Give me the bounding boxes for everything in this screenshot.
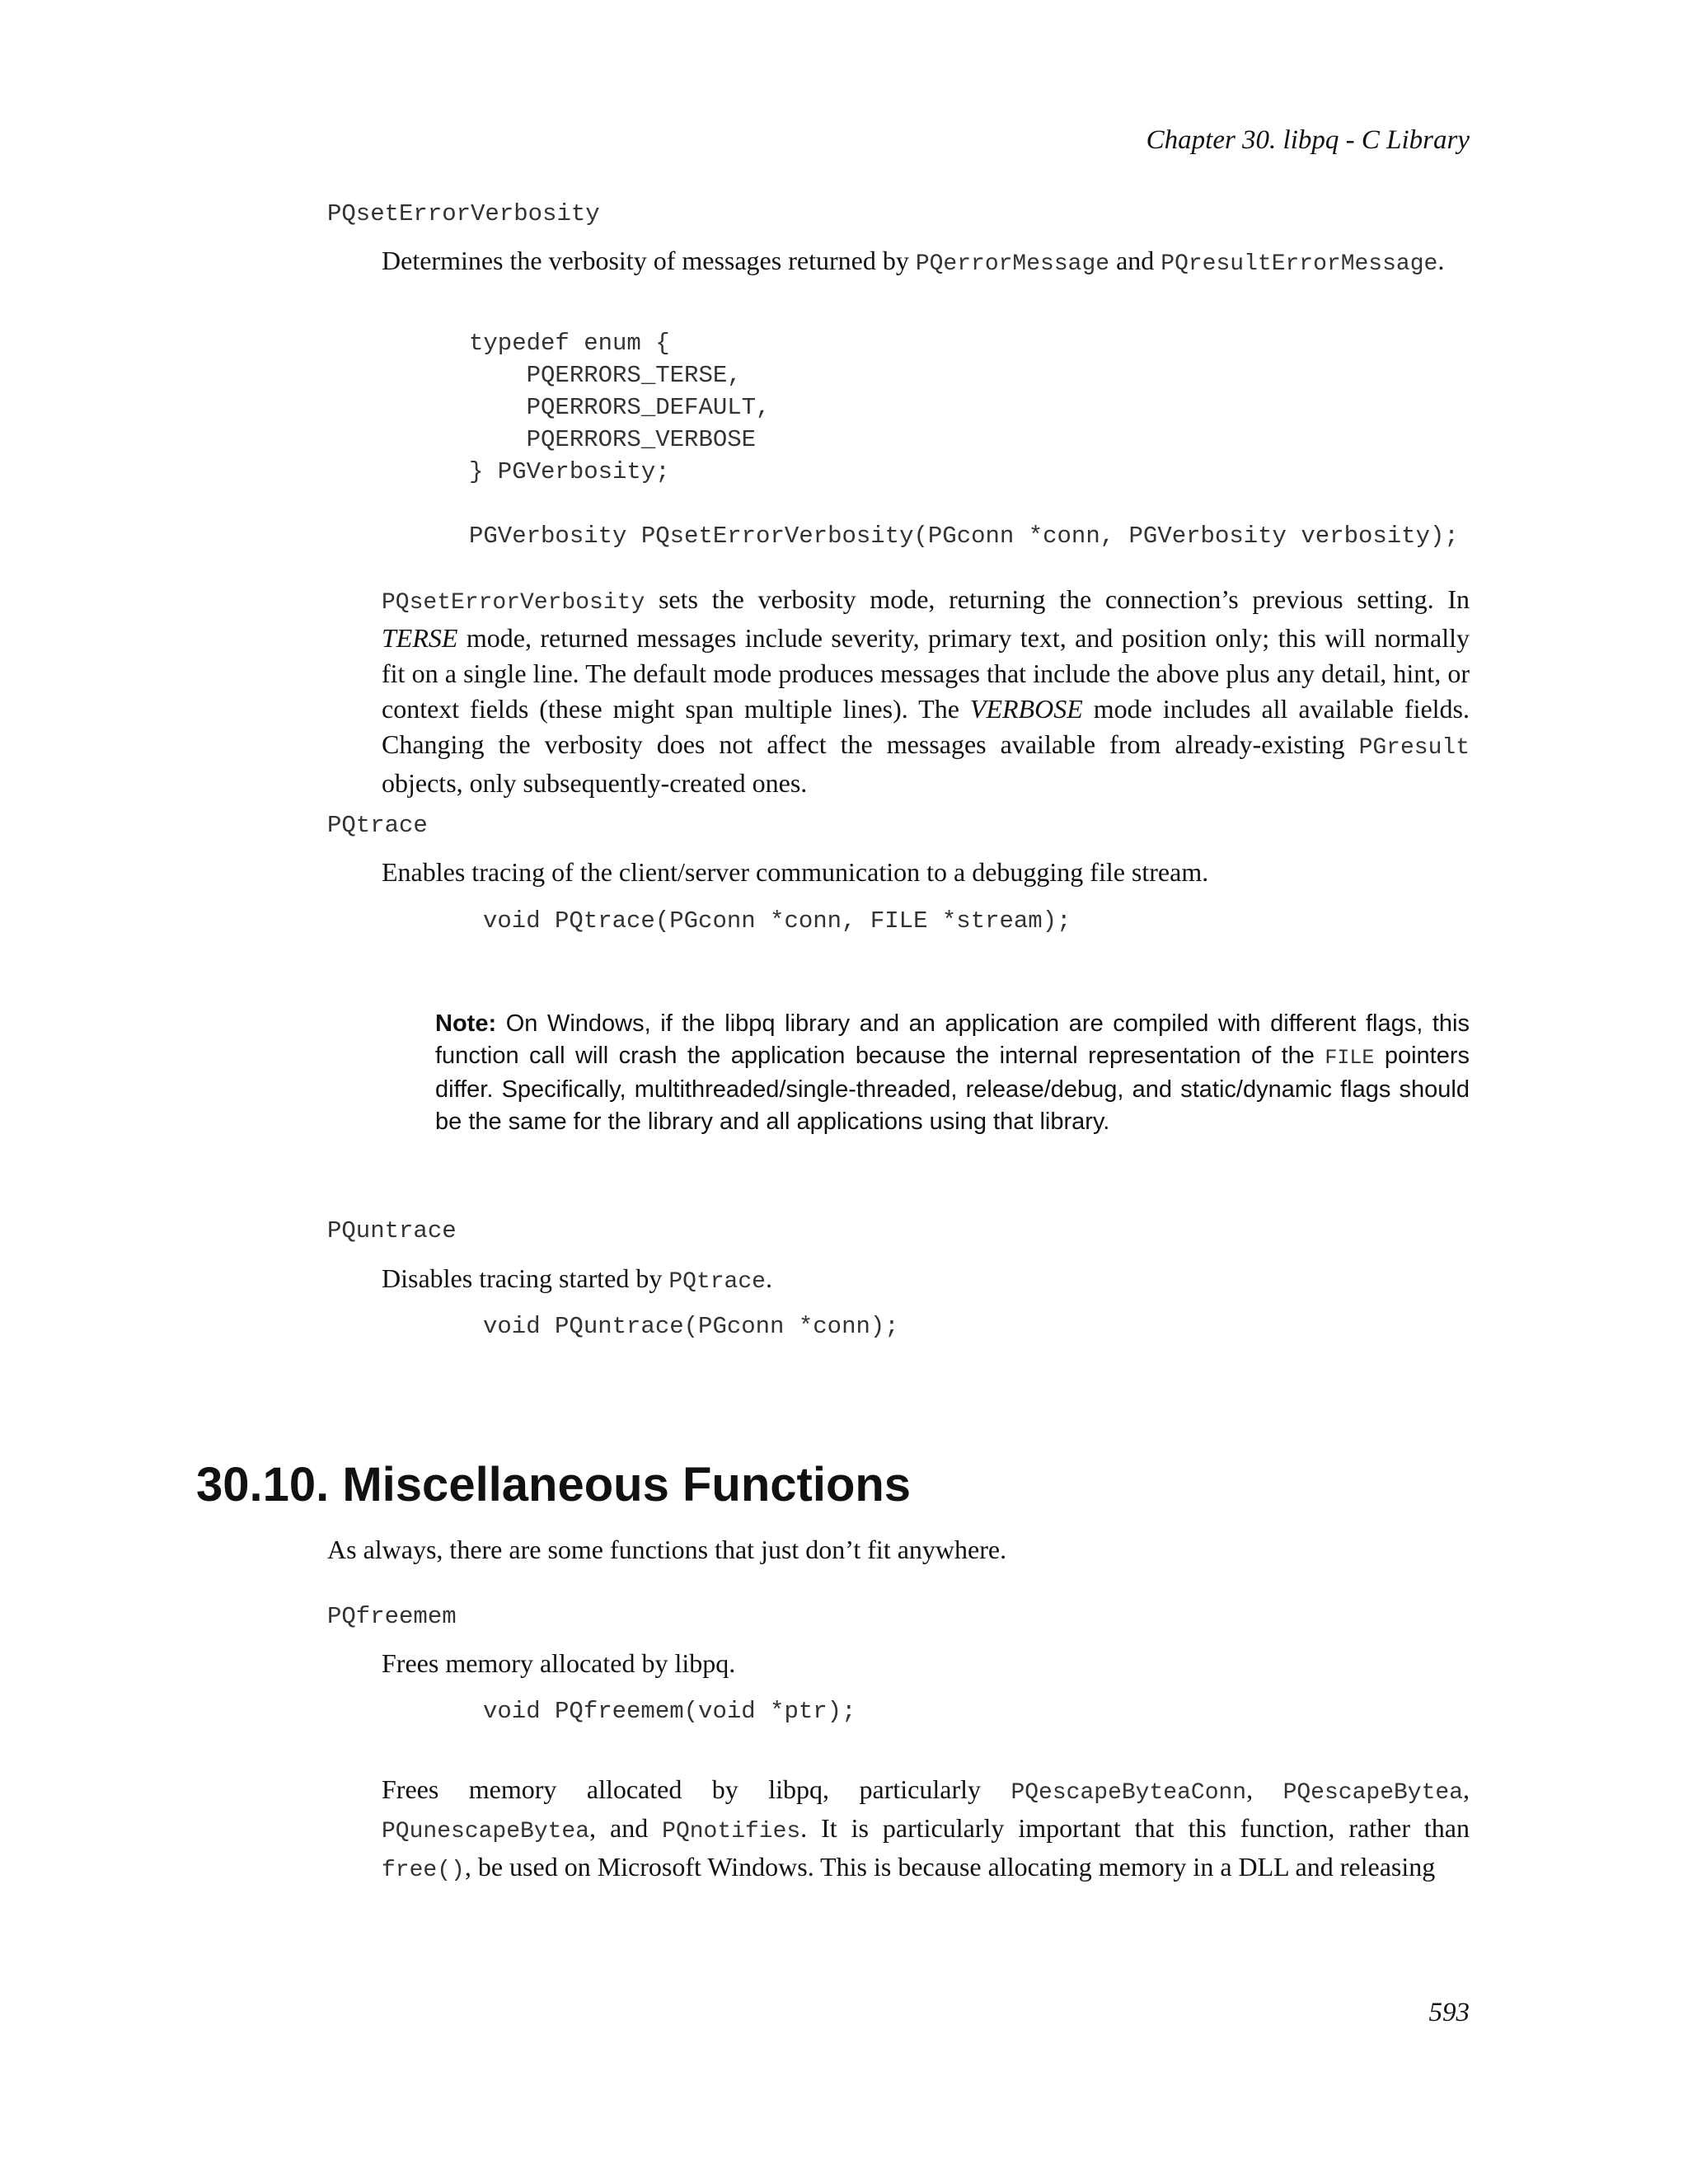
code-ref-pqresulterrormessage: PQresultErrorMessage [1160,251,1438,277]
trace-description: Enables tracing of the client/server communication to a debugging file stream. [382,857,1209,887]
body-text: , [1463,1774,1470,1804]
code-ref-file: FILE [1325,1045,1375,1070]
note-text: pointers differ. Specifically, multithreaded/single-threaded, release/debug, and static/dynamic flags should be the same for the library and all applications using that library. [435,1042,1470,1135]
trace-synopsis: void PQtrace(PGconn *conn, FILE *stream); [483,907,1071,935]
body-text: , be used on Microsoft Windows. This is because allocating memory in a DLL and releasing [464,1852,1436,1882]
code-ref-pqescapebytea: PQescapeBytea [1282,1780,1464,1806]
section-heading: 30.10. Miscellaneous Functions [196,1458,912,1511]
code-ref-pqescapebyteaconn: PQescapeByteaConn [1010,1780,1247,1806]
code-ref-free: free() [382,1858,465,1883]
note-label: Note: [435,1010,497,1037]
body-text: objects, only subsequently-created ones. [382,768,808,798]
desc-text: and [1109,246,1161,275]
code-ref-pqtrace: PQtrace [668,1269,766,1295]
freemem-synopsis: void PQfreemem(void *ptr); [483,1698,856,1725]
desc-text: Determines the verbosity of messages returned by [382,246,916,275]
set-verbosity-body [382,582,1470,801]
body-text: mode, returned messages include severity, primary text, and position only; this will normally fit on a single line. The default mode produces messages that include the above plus any detail, hint, or context fields (these might span multiple lines). The [382,623,1470,724]
code-ref-pqerrormessage: PQerrorMessage [915,251,1110,277]
code-ref-pqseterrorverbosity: PQsetErrorVerbosity [382,590,645,616]
body-text: mode includes all available fields. Changing the verbosity does not affect the messages available from already-existing [382,694,1470,759]
emphasis-verbose: VERBOSE [969,694,1083,724]
set-verbosity-synopsis: typedef enum { PQERRORS_TERSE, PQERRORS_DEFAULT, PQERRORS_VERBOSE } PGVerbosity; PGVerbosity PQsetErrorVerbosity(PGconn *conn, PGVerbosity verbosity); [469,330,1459,550]
term-pqfreemem: PQfreemem [327,1603,457,1630]
freemem-body [382,1772,1470,1888]
body-text: sets the verbosity mode, returning the connection’s previous setting. In [645,584,1470,614]
emphasis-terse: TERSE [382,623,458,653]
note-text: On Windows, if the libpq library and an application are compiled with different flags, this function call will crash the application because the internal representation of the [435,1010,1470,1069]
freemem-description: Frees memory allocated by libpq. [382,1648,736,1678]
body-text: , [1246,1774,1283,1804]
body-text: , and [589,1813,663,1843]
term-pquntrace: PQuntrace [327,1217,457,1244]
running-header: Chapter 30. libpq - C Library [1146,125,1470,155]
body-text: Frees memory allocated by libpq, particularly [382,1774,1011,1804]
section-intro: As always, there are some functions that just don’t fit anywhere. [327,1535,1007,1564]
desc-text: Disables tracing started by [382,1263,669,1293]
body-text: . It is particularly important that this function, rather than [800,1813,1470,1843]
code-ref-pgresult: PGresult [1358,735,1470,761]
term-pqseterrorverbosity: PQsetErrorVerbosity [327,200,600,227]
desc-text: . [765,1263,772,1293]
trace-note [435,1008,1470,1137]
set-verbosity-description [382,243,1470,282]
untrace-synopsis: void PQuntrace(PGconn *conn); [483,1313,899,1340]
desc-text: . [1437,246,1445,275]
untrace-description [382,1261,1470,1300]
page-number: 593 [1428,1998,1470,2027]
term-pqtrace: PQtrace [327,812,428,839]
code-ref-pqunescapebytea: PQunescapeBytea [382,1819,590,1844]
code-ref-pqnotifies: PQnotifies [662,1819,801,1844]
